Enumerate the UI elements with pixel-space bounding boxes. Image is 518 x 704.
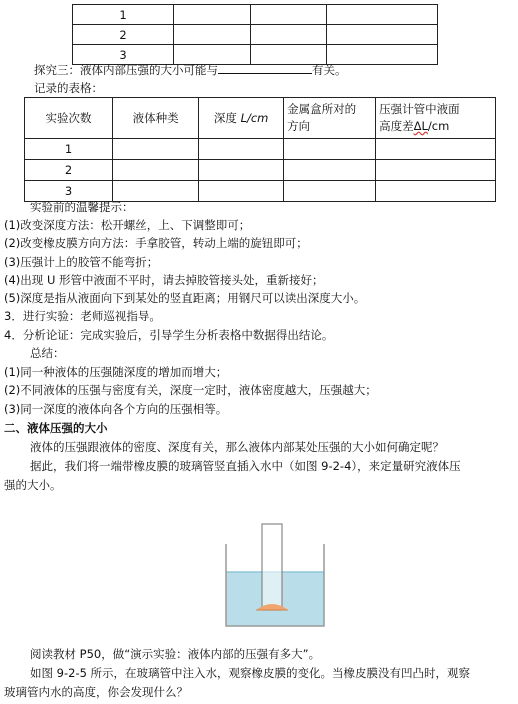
- header-height-l2-unit: /cm: [427, 119, 450, 133]
- table-cell: [113, 160, 199, 181]
- table-cell: [327, 5, 438, 25]
- table-cell: [327, 25, 438, 45]
- header-direction: [284, 98, 376, 139]
- tip-item: (5)深度是指从液面向下到某处的竖直距离；用钢尺可以读出深度大小。: [4, 291, 366, 305]
- table-cell: [199, 181, 284, 202]
- section-paragraph: 液体的压强跟液体的密度、深度有关，那么液体内部某处压强的大小如何确定呢？: [30, 440, 444, 454]
- reading-instruction: 阅读教材 P50，做“演示实验：液体内部的压强有多大”。: [30, 647, 321, 661]
- glass-tube: [262, 524, 282, 610]
- explore3-line: [34, 62, 347, 78]
- table-row: [73, 5, 438, 25]
- header-height-l2-delta: ΔL: [413, 119, 428, 133]
- section-heading: 二、液体压强的大小: [4, 421, 108, 435]
- table-cell: [284, 139, 376, 160]
- step-item: 3．进行实验：老师巡视指导。: [4, 309, 161, 323]
- header-direction-l1: 金属盒所对的: [287, 102, 357, 116]
- table-cell: [174, 5, 251, 25]
- table-cell: [376, 160, 496, 181]
- step-item: 4．分析论证：完成实验后，引导学生分析表格中数据得出结论。: [4, 328, 334, 342]
- fill-in-blank[interactable]: [218, 62, 312, 74]
- header-trial: 实验次数: [25, 98, 113, 139]
- tip-item: (3)压强计上的胶管不能弯折；: [4, 255, 159, 269]
- table-row: [25, 160, 496, 181]
- table-cell: [174, 25, 251, 45]
- explore3-suffix: 有关。: [312, 63, 347, 77]
- top-table: [72, 4, 438, 65]
- tube-in-water-figure: [218, 522, 332, 628]
- table-cell: [376, 139, 496, 160]
- header-height-diff: [376, 98, 496, 139]
- table-cell: 1: [73, 5, 174, 25]
- table-cell: 1: [25, 139, 113, 160]
- header-direction-l2: 方向: [287, 119, 311, 133]
- experiment-paragraph: 玻璃管内水的高度，你会发现什么？: [4, 685, 188, 699]
- summary-item: (2)不同液体的压强与密度有关，深度一定时，液体密度越大，压强越大；: [4, 383, 377, 397]
- table-cell: 2: [73, 25, 174, 45]
- section-paragraph: 据此，我们将一端带橡皮膜的玻璃管竖直插入水中（如图 9-2-4），来定量研究液体压: [30, 459, 461, 473]
- summary-item: (1)同一种液体的压强随深度的增加而增大；: [4, 365, 228, 379]
- section-paragraph: 强的大小。: [4, 478, 62, 492]
- table-cell: 3: [73, 45, 174, 65]
- table-cell: [250, 25, 327, 45]
- tip-item: (2)改变橡皮膜方向方法：手拿胶管，转动上端的旋钮即可；: [4, 236, 308, 250]
- table-cell: 3: [25, 181, 113, 202]
- table-cell: 2: [25, 160, 113, 181]
- header-depth: [199, 98, 284, 139]
- table-cell: [199, 139, 284, 160]
- header-height-l2-prefix: 高度差: [379, 119, 414, 133]
- table-cell: [113, 139, 199, 160]
- record-label: 记录的表格：: [34, 81, 103, 95]
- summary-item: (3)同一深度的液体向各个方向的压强相等。: [4, 402, 228, 416]
- table-cell: [376, 181, 496, 202]
- header-height-l1: 压强计管中液面: [379, 102, 460, 116]
- explore3-prefix: 探究三：液体内部压强的大小可能与: [34, 63, 218, 77]
- table-cell: [199, 160, 284, 181]
- header-depth-text: 深度: [213, 110, 237, 125]
- experiment-paragraph: 如图 9-2-5 所示，在玻璃管中注入水，观察橡皮膜的变化。当橡皮膜没有凹凸时，观察: [30, 666, 471, 680]
- table-header-row: [25, 98, 496, 139]
- tip-item: (4)出现 U 形管中液面不平时，请去掉胶管接头处，重新接好；: [4, 273, 324, 287]
- table-cell: [284, 181, 376, 202]
- summary-title: 总结：: [30, 346, 65, 360]
- header-depth-unit: L/cm: [240, 110, 269, 125]
- tips-title: 实验前的温馨提示：: [30, 200, 134, 214]
- record-table: [24, 97, 496, 202]
- tip-item: (1)改变深度方法：松开螺丝，上、下调整即可；: [4, 218, 251, 232]
- table-cell: [250, 5, 327, 25]
- table-row: [25, 139, 496, 160]
- header-liquid: 液体种类: [113, 98, 199, 139]
- table-cell: [284, 160, 376, 181]
- table-row: [73, 25, 438, 45]
